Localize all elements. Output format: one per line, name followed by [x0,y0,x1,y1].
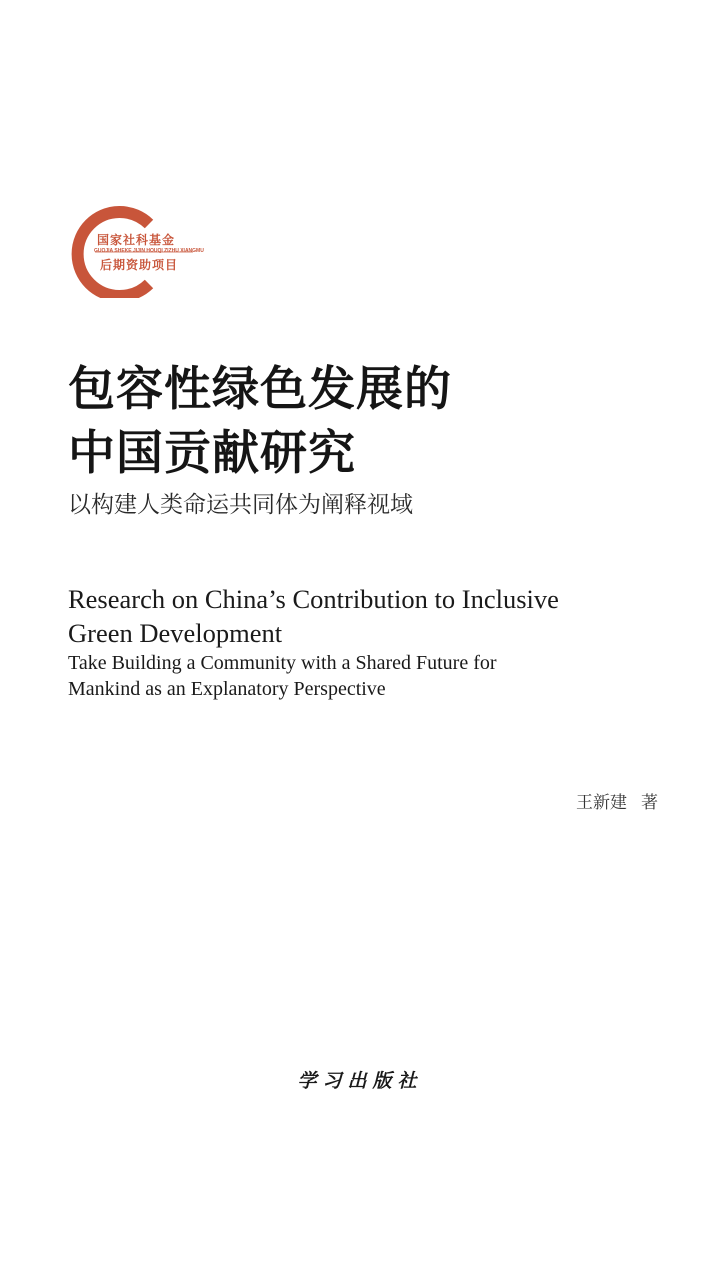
english-subtitle-line1: Take Building a Community with a Shared Future for [68,652,497,674]
english-subtitle [68,650,668,702]
author-credit [576,788,658,813]
english-title [68,582,668,650]
logo-text-line2: 后期资助项目 [100,258,179,272]
english-subtitle-line2: Mankind as an Explanatory Perspective [68,678,386,700]
chinese-title-line1: 包容性绿色发展的 [68,362,452,417]
author-name: 王新建 [576,793,627,813]
logo-pinyin-text: GUOJIA SHEKE JIJIN HOUQI ZIZHU XIANGMU [94,248,204,254]
chinese-title-line2: 中国贡献研究 [68,426,356,481]
author-role: 著 [641,793,658,813]
fund-logo-seal [67,206,207,298]
english-title-line1: Research on China’s Contribution to Inclusive [68,584,559,614]
chinese-subtitle: 以构建人类命运共同体为阐释视域 [68,492,413,518]
publisher-name: 学习出版社 [297,1070,423,1092]
logo-text-line1: 国家社科基金 [97,233,176,247]
english-title-line2: Green Development [68,618,283,648]
chinese-title [68,358,668,486]
